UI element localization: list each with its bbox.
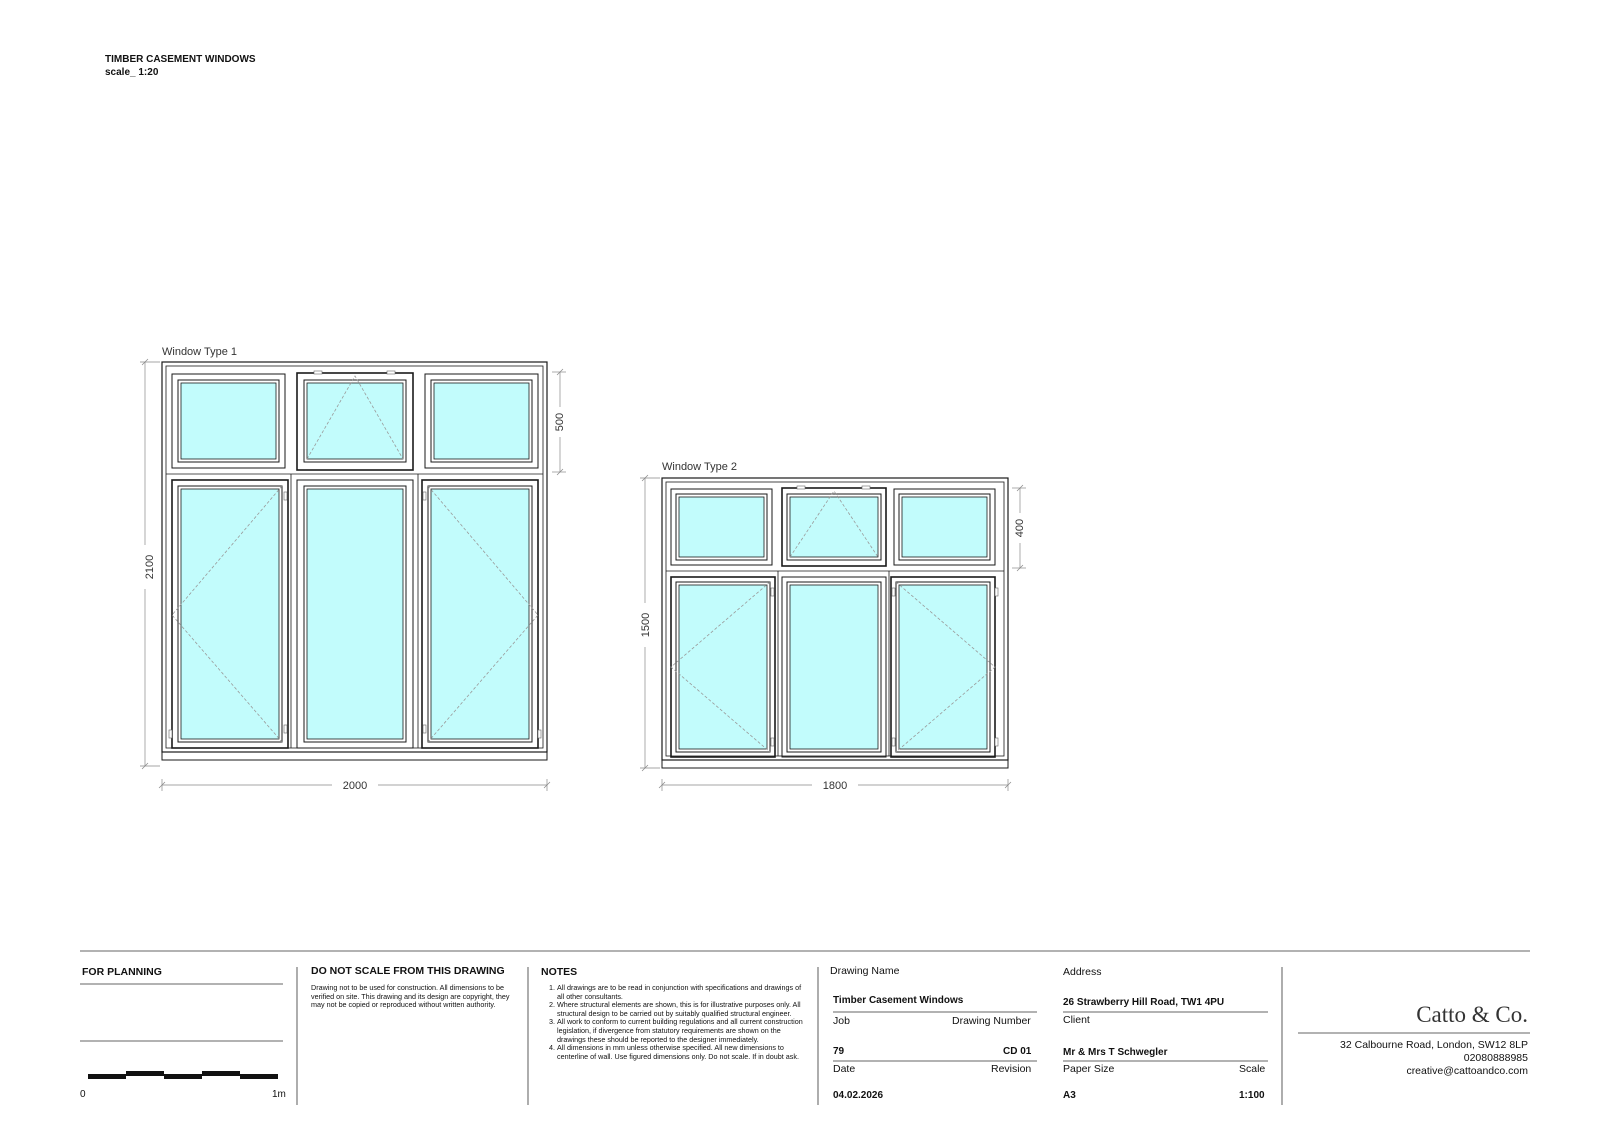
window-1-bottom-right-casement <box>422 480 541 748</box>
scale-bar-start: 0 <box>80 1089 86 1100</box>
warning-text: Drawing not to be used for construction. All dimensions to be verified on site. This drawing and its design are copyright, they may not be copied or reproduced without written authority. <box>311 983 510 1010</box>
window-type-2-label: Window Type 2 <box>662 461 738 473</box>
drawing-name-label: Drawing Name <box>830 965 900 977</box>
window-2-top-value: 400 <box>1013 518 1026 538</box>
scale-label: Scale <box>1239 1063 1266 1075</box>
window-1-top-right-pane <box>425 374 538 468</box>
window-2-height-value: 1500 <box>639 612 652 638</box>
date-value: 04.02.2026 <box>833 1090 884 1101</box>
window-type-1-elevation <box>136 346 568 793</box>
status-label: FOR PLANNING <box>82 966 162 978</box>
window-1-top-value: 500 <box>553 412 566 432</box>
notes-list <box>541 984 803 1061</box>
client-value: Mr & Mrs T Schwegler <box>1063 1047 1168 1058</box>
window-1-top-middle-pane <box>297 371 413 470</box>
company-address: 32 Calbourne Road, London, SW12 8LP <box>1340 1039 1528 1051</box>
address-value: 26 Strawberry Hill Road, TW1 4PU <box>1063 997 1225 1008</box>
sheet-scale: scale_ 1:20 <box>105 67 159 78</box>
job-label: Job <box>833 1015 850 1027</box>
client-label: Client <box>1063 1014 1090 1026</box>
note-item: 2. Where structural elements are shown, this is for illustrative purposes only. All structural design to be carried out by suitably qualified structural engineer. <box>557 1001 803 1018</box>
sheet-title: TIMBER CASEMENT WINDOWS <box>105 54 256 65</box>
window-2-width-value: 1800 <box>822 780 848 792</box>
window-1-width-value: 2000 <box>342 780 368 792</box>
window-1-bottom-middle-fixed <box>297 480 413 748</box>
window-2-top-right-pane <box>894 489 995 565</box>
paper-size-value: A3 <box>1063 1090 1076 1101</box>
title-block-lines <box>80 951 1530 1105</box>
drawing-name-value: Timber Casement Windows <box>833 995 964 1006</box>
window-1-height-value: 2100 <box>143 554 156 580</box>
scale-value: 1:100 <box>1239 1090 1265 1101</box>
date-label: Date <box>833 1063 856 1075</box>
scale-bar-end: 1m <box>272 1089 286 1100</box>
window-2-bottom-right-casement <box>891 577 998 757</box>
revision-label: Revision <box>991 1063 1032 1075</box>
window-1-bottom-left-casement <box>169 480 288 748</box>
window-2-bottom-middle-fixed <box>782 577 886 757</box>
window-type-1-label: Window Type 1 <box>162 346 238 358</box>
window-2-top-middle-pane <box>782 486 886 566</box>
scale-bar <box>88 1071 278 1079</box>
company-logo: Catto & Co. <box>1416 1002 1528 1027</box>
warning-title: DO NOT SCALE FROM THIS DRAWING <box>311 965 505 977</box>
drawing-number-value: CD 01 <box>1003 1046 1032 1057</box>
window-2-top-left-pane <box>671 489 772 565</box>
address-label: Address <box>1063 966 1102 978</box>
note-item: 3. All work to conform to current building regulations and all current construction legislation, if divergence from statutory requirements are shown on the drawings these should be reported to the designer immediately. <box>557 1018 803 1044</box>
notes-title: NOTES <box>541 966 578 978</box>
company-email: creative@cattoandco.com <box>1406 1065 1528 1077</box>
company-phone: 02080888985 <box>1463 1052 1528 1064</box>
note-item: 1. All drawings are to be read in conjunction with specifications and drawings of all other consultants. <box>557 984 803 1001</box>
paper-size-label: Paper Size <box>1063 1063 1115 1075</box>
drawing-number-label: Drawing Number <box>952 1015 1031 1027</box>
window-2-bottom-left-casement <box>671 577 775 757</box>
window-type-2-elevation <box>636 461 1028 793</box>
note-item: 4. All dimensions in mm unless otherwise specified. All new dimensions to centerline of wall. Use figured dimensions only. Do not scale. If in doubt ask. <box>557 1044 803 1061</box>
job-value: 79 <box>833 1046 845 1057</box>
window-1-top-left-pane <box>172 374 285 468</box>
